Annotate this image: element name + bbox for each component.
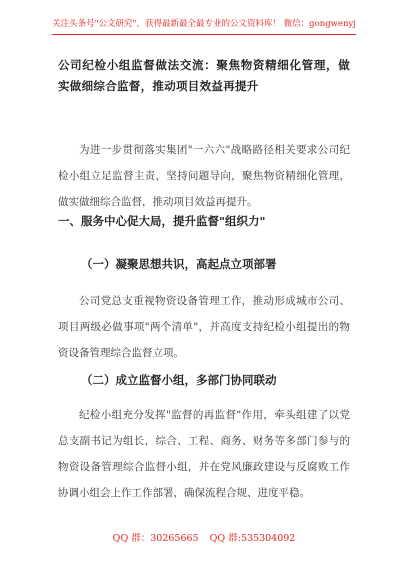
subsection-1-heading: （一）凝聚思想共识，高起点立项部署	[81, 257, 277, 271]
subsection-2-body: 纪检小组充分发挥"监督的再监督"作用，牵头组建了以党总支副书记为组长，综合、工程、商务、财务等多部门参与的物资设备管理综合监督小组，并在党风廉政建设与反腐败工作协调小组会上作工作部署，确保流程合规、进度平稳。	[58, 409, 350, 499]
subsection-2-heading: （二）成立监督小组，多部门协同联动	[81, 373, 277, 387]
document-title: 公司纪检小组监督做法交流：聚焦物资精细化管理，做实做细综合监督，推动项目效益再提升	[58, 58, 350, 93]
footer-qq-group-1: QQ 群：30265665	[112, 533, 199, 544]
footer-qq-group-2: QQ 群:535304092	[209, 533, 296, 544]
intro-paragraph: 为进一步贯彻落实集团"一六六"战略路径相关要求公司纪检小组立足监督主责，坚持问题导向，聚焦物资精细化管理，做实做细综合监督，推动项目效益再提升。	[58, 144, 350, 208]
footer-contact	[0, 532, 408, 546]
subsection-1-body: 公司党总支重视物资设备管理工作，推动形成城市公司、项目两级必做事项"两个清单"，并高度支持纪检小组提出的物资设备管理综合监督立项。	[58, 295, 350, 359]
header-divider	[52, 34, 356, 35]
header-banner: 关注头条号"公文研究"，获得最新最全最专业的公文资料库！ 微信：gongwenyj	[52, 19, 356, 29]
section-1-heading: 一、服务中心促大局，提升监督"组织力"	[58, 214, 266, 228]
